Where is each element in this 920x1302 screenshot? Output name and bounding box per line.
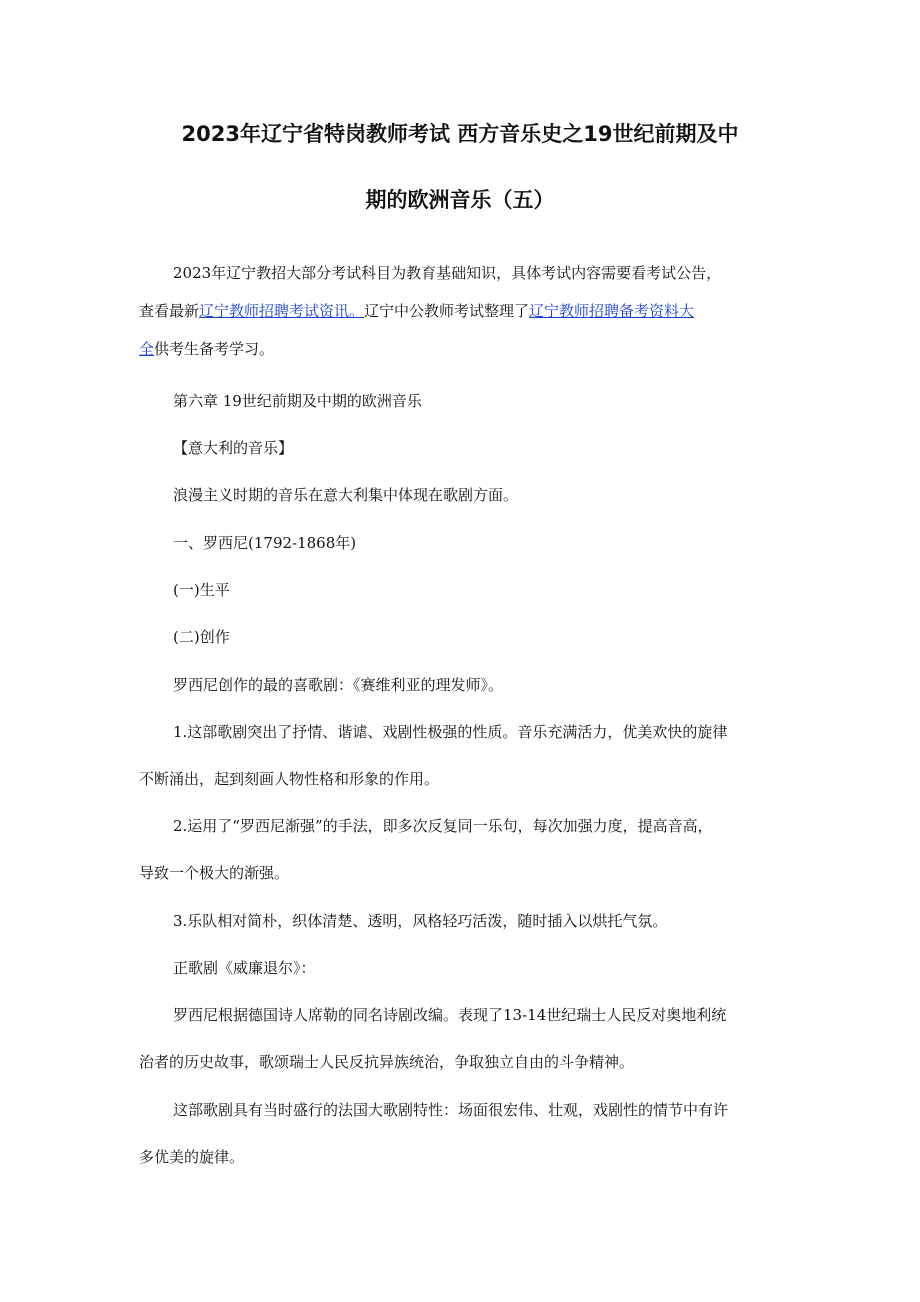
list-item-2-line2: 导致一个极大的渐强。: [139, 864, 290, 882]
intro-text-prefix: 查看最新: [139, 302, 200, 320]
paragraph-4-line2: 治者的历史故事，歌颂瑞士人民反抗异族统治，争取独立自由的斗争精神。: [139, 1053, 635, 1071]
list-item-1-line2: 不断涌出，起到刻画人物性格和形象的作用。: [139, 770, 440, 788]
news-link[interactable]: 辽宁教师招聘考试资讯。: [199, 302, 365, 320]
paragraph-3: 正歌剧《威廉退尔》：: [173, 959, 316, 977]
intro-text-suffix: 供考生备考学习。: [154, 340, 275, 358]
chapter-heading: 第六章 19世纪前期及中期的欧洲音乐: [173, 392, 422, 410]
paragraph-4-line1: 罗西尼根据德国诗人席勒的同名诗剧改编。表现了13-14世纪瑞士人民反对奥地利统: [173, 1006, 727, 1024]
paragraph-5-line2: 多优美的旋律。: [139, 1148, 245, 1166]
intro-line1: 2023年辽宁教招大部分考试科目为教育基础知识，具体考试内容需要看考试公告，: [173, 264, 722, 282]
paragraph-1: 浪漫主义时期的音乐在意大利集中体现在歌剧方面。: [173, 486, 519, 504]
heading-works: (二)创作: [173, 628, 230, 646]
list-item-1-line1: 1.这部歌剧突出了抒情、谐谑、戏剧性极强的性质。音乐充满活力，优美欢快的旋律: [173, 723, 728, 741]
prep-materials-link[interactable]: 辽宁教师招聘备考资料大: [529, 302, 695, 320]
paragraph-2: 罗西尼创作的最的喜歌剧：《赛维利亚的理发师》。: [173, 676, 504, 694]
intro-line2: [0, 300, 920, 322]
paragraph-5-line1: 这部歌剧具有当时盛行的法国大歌剧特性：场面很宏伟、壮观，戏剧性的情节中有许: [173, 1101, 729, 1119]
heading-rossini: 一、罗西尼(1792-1868年): [173, 534, 357, 552]
list-item-2-line1: 2.运用了“罗西尼渐强”的手法，即多次反复同一乐句，每次加强力度，提高音高，: [173, 817, 713, 835]
heading-life: (一)生平: [173, 581, 230, 599]
intro-text-mid: 辽宁中公教师考试整理了: [364, 302, 530, 320]
intro-line3: [0, 338, 920, 360]
document-title-line1: 2023年辽宁省特岗教师考试 西方音乐史之19世纪前期及中: [181, 122, 739, 146]
prep-materials-link-cont[interactable]: 全: [139, 340, 155, 358]
document-title-line2: 期的欧洲音乐（五）: [365, 188, 555, 212]
section-heading: 【意大利的音乐】: [173, 439, 294, 457]
list-item-3: 3.乐队相对简朴，织体清楚、透明，风格轻巧活泼，随时插入以烘托气氛。: [173, 912, 668, 930]
